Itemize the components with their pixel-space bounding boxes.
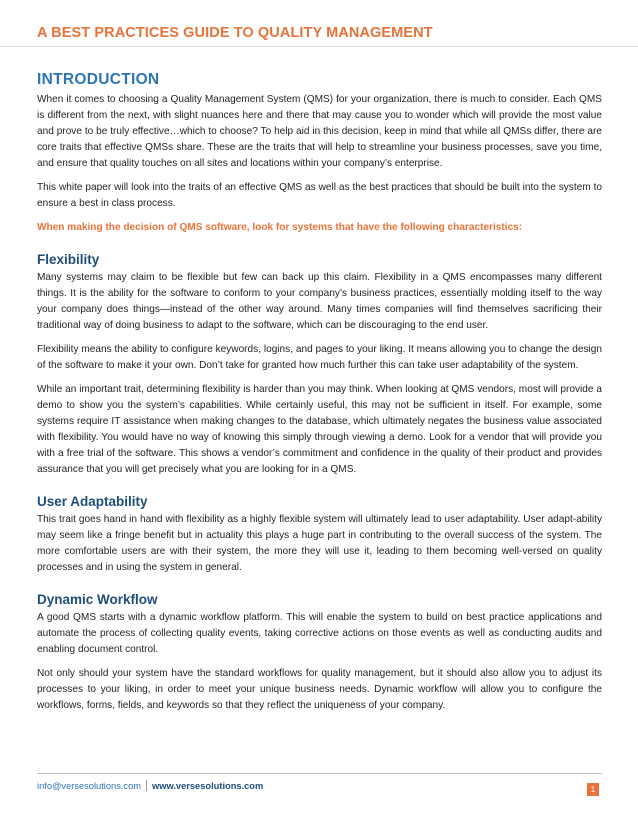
footer-email-link[interactable]: info@versesolutions.com — [37, 781, 141, 791]
user-adaptability-heading: User Adaptability — [37, 494, 148, 509]
flexibility-paragraph-3: While an important trait, determining flexibility is harder than you may think. When looking at QMS vendors, most will provide a demo to show you the system’s capabilities. While certainly useful, this may not be sufficient in itself. For example, some systems require IT assistance when making changes to the database, which ultimately negates the business value associated with flexibility. You would have no way of knowing this simply through viewing a demo. Look for a vendor that will provide you with a free trial of the software. This shows a vendor’s commitment and confidence in the quality of their product and provides assurance that you will get precisely what you are looking for in a QMS. — [37, 384, 602, 475]
characteristics-callout: When making the decision of QMS software, look for systems that have the following characteristics: — [37, 222, 523, 233]
dynamic-workflow-heading: Dynamic Workflow — [37, 592, 158, 607]
user-adaptability-paragraph-1: This trait goes hand in hand with flexibility as a highly flexible system will ultimately lead to user adaptability. User adapt-ability may seem like a fringe benefit but in actuality this plays a huge part in contributing to the overall success of the system. The more comfortable users are with their system, the more they will use it, leading to them becoming well-versed on quality processes and in using the system in general. — [37, 514, 602, 573]
page-number-badge: 1 — [587, 783, 599, 796]
dynamic-workflow-paragraph-1: A good QMS starts with a dynamic workflow platform. This will enable the system to build on best practice applications and automate the process of collecting quality events, taking corrective actions on those events as well as conducting audits and enabling document control. — [37, 612, 602, 655]
header-divider — [0, 46, 638, 47]
document-body — [37, 71, 602, 722]
footer-website-link[interactable]: www.versesolutions.com — [152, 781, 264, 791]
footer-divider — [37, 773, 602, 774]
introduction-paragraph-1: When it comes to choosing a Quality Management System (QMS) for your organization, there is much to consider. Each QMS is different from the next, with slight nuances here and there that may cause you to wonder which will provide the most value and prove to be truly effective…which to choose? To help aid in this decision, keep in mind that while all QMSs differ, there are core traits that effective QMSs share. These are the traits that will help to streamline your business processes, save you time, and ensure that quality touches on all sites and locations within your company’s enterprise. — [37, 94, 602, 169]
footer — [37, 780, 263, 791]
footer-separator — [146, 780, 147, 791]
flexibility-heading: Flexibility — [37, 252, 100, 267]
introduction-heading: INTRODUCTION — [37, 71, 160, 88]
document-header-title: A BEST PRACTICES GUIDE TO QUALITY MANAGEMENT — [37, 25, 433, 41]
flexibility-paragraph-2: Flexibility means the ability to configure keywords, logins, and pages to your liking. It means allowing you to change the design of the software to make it your own. Don’t take for granted how much further this can take user adaptability of the system. — [37, 344, 602, 371]
introduction-paragraph-2: This white paper will look into the traits of an effective QMS as well as the best practices that should be built into the system to ensure a best in class process. — [37, 182, 602, 209]
dynamic-workflow-paragraph-2: Not only should your system have the standard workflows for quality management, but it should also allow you to adjust its processes to your liking, in order to meet your unique business needs. Dynamic workflow will allow you to configure the workflows, forms, fields, and keywords so that they reflect the uniqueness of your company. — [37, 668, 602, 711]
flexibility-paragraph-1: Many systems may claim to be flexible but few can back up this claim. Flexibility in a QMS encompasses many different things. It is the ability for the software to conform to your company’s business practices, essentially molding itself to the way your company does things—instead of the other way around. Many times companies will find themselves sacrificing their traditional way of doing business to adapt to the software, which can be discouraging to the end user. — [37, 272, 602, 331]
